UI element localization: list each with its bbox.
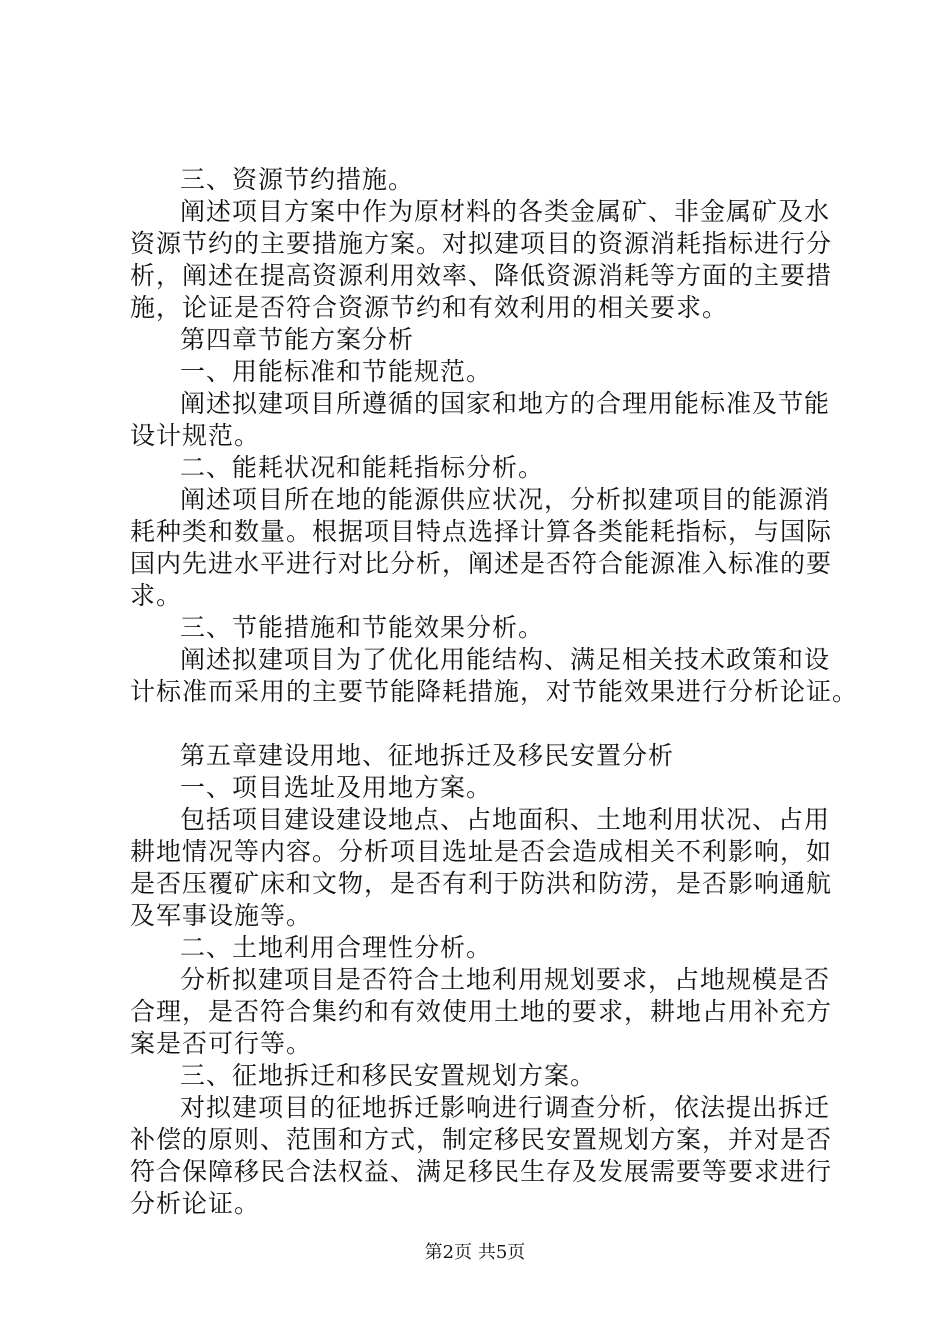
section-heading: 二、能耗状况和能耗指标分析。 <box>180 453 545 482</box>
paragraph-line: 对拟建项目的征地拆迁影响进行调查分析，依法提出拆迁 <box>180 1093 831 1122</box>
paragraph-line: 资源节约的主要措施方案。对拟建项目的资源消耗指标进行分 <box>130 229 833 258</box>
paragraph-line: 包括项目建设建设地点、占地面积、土地利用状况、占用 <box>180 805 831 834</box>
paragraph-line: 阐述拟建项目为了优化用能结构、满足相关技术政策和设 <box>180 645 831 674</box>
paragraph-line: 国内先进水平进行对比分析，阐述是否符合能源准入标准的要 <box>130 549 833 578</box>
chapter-heading: 第五章建设用地、征地拆迁及移民安置分析 <box>180 741 675 770</box>
paragraph-line: 符合保障移民合法权益、满足移民生存及发展需要等要求进行 <box>130 1157 833 1186</box>
section-heading: 一、用能标准和节能规范。 <box>180 357 493 386</box>
page-number-footer: 第2页 共5页 <box>424 1242 526 1263</box>
paragraph-line: 阐述项目方案中作为原材料的各类金属矿、非金属矿及水 <box>180 197 831 226</box>
paragraph-line: 合理，是否符合集约和有效使用土地的要求，耕地占用补充方 <box>130 997 833 1026</box>
section-heading: 二、土地利用合理性分析。 <box>180 933 493 962</box>
document-body <box>130 164 859 1220</box>
section-heading: 三、征地拆迁和移民安置规划方案。 <box>180 1061 597 1090</box>
section-heading: 三、节能措施和节能效果分析。 <box>180 613 545 642</box>
paragraph-line: 及军事设施等。 <box>130 901 313 930</box>
paragraph-line: 补偿的原则、范围和方式，制定移民安置规划方案，并对是否 <box>130 1125 833 1154</box>
paragraph-line: 阐述拟建项目所遵循的国家和地方的合理用能标准及节能 <box>180 389 831 418</box>
paragraph-line: 阐述项目所在地的能源供应状况，分析拟建项目的能源消 <box>180 485 831 514</box>
paragraph-line: 计标准而采用的主要节能降耗措施，对节能效果进行分析论证。 <box>130 677 859 706</box>
paragraph-line: 求。 <box>130 581 183 610</box>
paragraph-line: 施，论证是否符合资源节约和有效利用的相关要求。 <box>130 293 729 322</box>
paragraph-line: 析，阐述在提高资源利用效率、降低资源消耗等方面的主要措 <box>130 261 833 290</box>
paragraph-line: 分析拟建项目是否符合土地利用规划要求，占地规模是否 <box>180 965 831 994</box>
section-heading: 三、资源节约措施。 <box>180 165 415 194</box>
paragraph-line: 是否压覆矿床和文物，是否有利于防洪和防涝，是否影响通航 <box>130 869 833 898</box>
blank-line <box>130 708 848 740</box>
section-heading: 一、项目选址及用地方案。 <box>180 773 493 802</box>
paragraph-line: 设计规范。 <box>130 421 261 450</box>
paragraph-line: 案是否可行等。 <box>130 1029 313 1058</box>
paragraph-line: 耗种类和数量。根据项目特点选择计算各类能耗指标，与国际 <box>130 517 833 546</box>
chapter-heading: 第四章节能方案分析 <box>180 325 415 354</box>
paragraph-line: 耕地情况等内容。分析项目选址是否会造成相关不利影响，如 <box>130 837 833 866</box>
paragraph-line: 分析论证。 <box>130 1189 261 1218</box>
